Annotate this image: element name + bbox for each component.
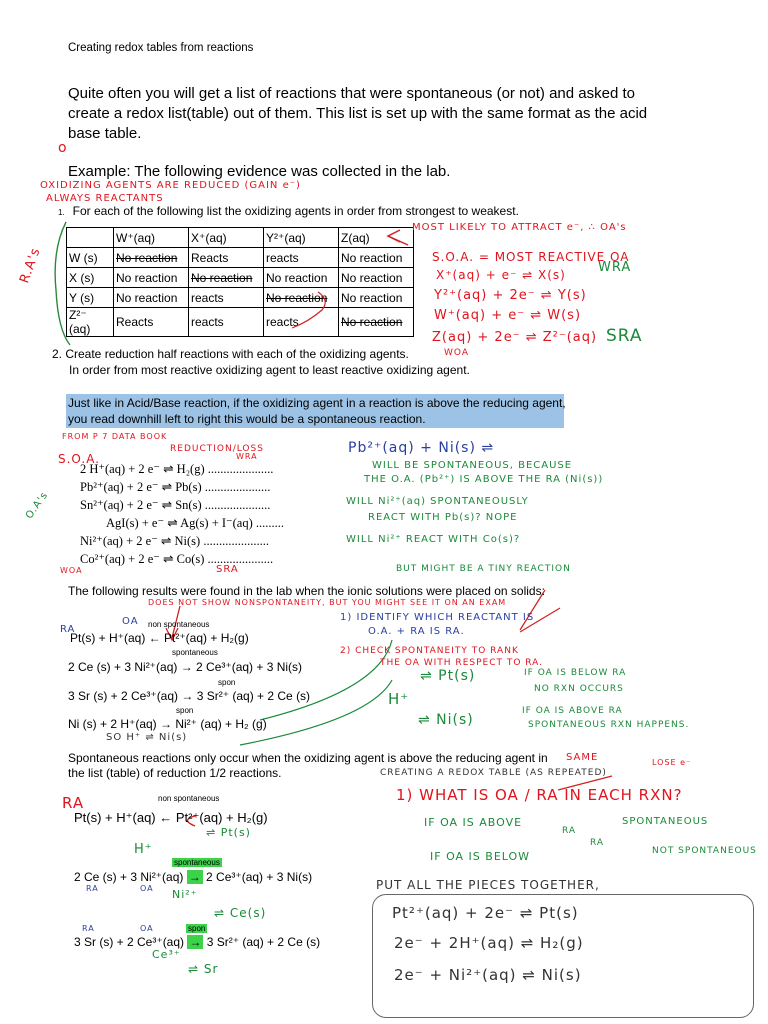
table-cell: No reaction xyxy=(114,268,189,288)
note-ra2: RA xyxy=(86,884,99,893)
table-cell: No reaction xyxy=(339,308,414,337)
note-sra2: SRA xyxy=(216,564,239,575)
note-woa2: WOA xyxy=(60,566,83,575)
table-cell: Reacts xyxy=(189,248,264,268)
note-always-reactants: ALWAYS REACTANTS xyxy=(46,193,164,204)
table-cell: No reaction xyxy=(114,248,189,268)
redox-row: Ni²⁺(aq) + 2 e⁻ ⇌ Ni(s) ..................... xyxy=(80,534,269,548)
highlight-text: Just like in Acid/Base reaction, if the oxidizing agent in a reaction is above the reducing agent, you read downhill left to right this would be a spontaneous reaction. xyxy=(68,396,566,426)
table-cell: No reaction xyxy=(264,288,339,308)
note-check: 2) CHECK SPONTANEITY TO RANK xyxy=(340,646,519,656)
note-ra-left: RA xyxy=(62,794,85,812)
note-creating: CREATING A REDOX TABLE (AS REPEATED) xyxy=(380,768,607,778)
note-ras: R.A's xyxy=(17,245,44,286)
note-does-not: DOES NOT SHOW NONSPONTANEITY, BUT YOU MIGHT SEE IT ON AN EXAM xyxy=(148,598,507,607)
intro-paragraph: Quite often you will get a list of reactions that were spontaneous (or not) and asked to create a redox list(table) out of them. This list is set up with the same format as the acid base table. xyxy=(68,85,648,142)
box-line-3: 2e⁻ + Ni²⁺(aq) ⇌ Ni(s) xyxy=(394,966,582,984)
note-y-eq: Y²⁺(aq) + 2e⁻ ⇌ Y(s) xyxy=(434,288,587,303)
table-cell: X (s) xyxy=(67,268,114,288)
note-soa: S.O.A. = MOST REACTIVE OA xyxy=(432,250,630,264)
note-oa2: OA xyxy=(140,884,154,893)
note-pt-eq: ⇌ Pt(s) xyxy=(420,668,476,684)
note-circle-o: o xyxy=(58,140,68,156)
note-pt-s2: ⇌ Pt(s) xyxy=(206,826,251,839)
reaction-3b-right: 3 Sr²⁺ (aq) + 2 Ce (s) xyxy=(203,935,321,949)
table-cell: No reaction xyxy=(264,268,339,288)
note-ni-eq: ⇌ Ni(s) xyxy=(418,712,474,728)
table-cell: reacts xyxy=(264,248,339,268)
table-cell: reacts xyxy=(189,308,264,337)
note-woa: WOA xyxy=(444,348,469,358)
note-wra2: WRA xyxy=(236,452,258,461)
note-no-rxn: NO RXN OCCURS xyxy=(534,684,624,694)
note-from-p7: FROM P 7 DATA BOOK xyxy=(62,432,168,441)
note-z-eq: Z(aq) + 2e⁻ ⇌ Z²⁻(aq) xyxy=(432,330,598,345)
reaction-label: spontaneous xyxy=(172,648,218,657)
reaction-2b-left: 2 Ce (s) + 3 Ni²⁺(aq) xyxy=(74,870,187,884)
table-cell: Z²⁻ (aq) xyxy=(67,308,114,337)
table-cell: No reaction xyxy=(114,288,189,308)
note-ce-2: ⇌ Ce(s) xyxy=(214,906,267,920)
reaction-2: 2 Ce (s) + 3 Ni²⁺(aq) → 2 Ce³⁺(aq) + 3 Ni(s) xyxy=(68,660,303,674)
reaction-3: 3 Sr (s) + 2 Ce³⁺(aq) → 3 Sr²⁺ (aq) + 2 Ce (s) xyxy=(68,689,311,703)
note-soa2: S.O.A. xyxy=(58,452,101,466)
box-line-1: Pt²⁺(aq) + 2e⁻ ⇌ Pt(s) xyxy=(392,904,579,922)
note-will-co: WILL Ni²⁺ REACT WITH Co(s)? xyxy=(346,534,521,545)
note-h-plus: H⁺ xyxy=(388,690,410,708)
note-spont-rxn: SPONTANEOUS RXN HAPPENS. xyxy=(528,720,690,730)
note-oa: OA xyxy=(122,616,139,627)
note-ra-a: RA xyxy=(562,826,577,836)
note-not-spont: NOT SPONTANEOUS xyxy=(652,846,757,856)
note-oa-ra: O.A. + RA IS RA. xyxy=(368,626,465,637)
note-x-eq: X⁺(aq) + e⁻ ⇌ X(s) xyxy=(436,268,566,282)
reaction-3b xyxy=(74,935,320,949)
redox-row: 2 H⁺(aq) + 2 e⁻ ⇌ H₂(g) ..................... xyxy=(80,462,274,476)
note-ox-agents: OXIDIZING AGENTS ARE REDUCED (GAIN e⁻) xyxy=(40,180,301,191)
note-same: SAME xyxy=(566,752,599,763)
redox-row: Sn²⁺(aq) + 2 e⁻ ⇌ Sn(s) ..................... xyxy=(80,498,271,512)
example-heading: Example: The following evidence was collected in the lab. xyxy=(68,163,451,180)
note-react-pb: REACT WITH Pb(s)? NOPE xyxy=(368,512,518,523)
note-reduction-label: REDUCTION/LOSS xyxy=(170,444,264,454)
table-cell: W (s) xyxy=(67,248,114,268)
reaction-label: non spontaneous xyxy=(158,794,220,803)
note-identify: 1) IDENTIFY WHICH REACTANT IS xyxy=(340,612,535,623)
table-cell: Y (s) xyxy=(67,288,114,308)
note-sra: SRA xyxy=(606,326,643,346)
note-so-h: SO H⁺ ⇌ Ni(s) xyxy=(106,732,188,743)
note-ce3: Ce³⁺ xyxy=(152,948,181,961)
reaction-1: Pt(s) + H⁺(aq) ← Pt²⁺(aq) + H₂(g) xyxy=(70,631,249,645)
reaction-1b: Pt(s) + H⁺(aq) ← Pt²⁺(aq) + H₂(g) xyxy=(74,810,268,825)
reaction-3b-arrow: → xyxy=(189,935,202,949)
reaction-4: Ni (s) + 2 H⁺(aq) → Ni²⁺ (aq) + H₂ (g) xyxy=(68,717,267,731)
lab-intro: The following results were found in the lab when the ionic solutions were placed on solids: xyxy=(68,584,545,598)
table-cell: No reaction xyxy=(339,268,414,288)
table-header-cell: Z(aq) xyxy=(339,228,414,248)
note-pb-ni: Pb²⁺(aq) + Ni(s) ⇌ xyxy=(348,440,495,456)
note-oas: O.A's xyxy=(23,489,51,522)
reaction-2b-right: 2 Ce³⁺(aq) + 3 Ni(s) xyxy=(202,870,313,884)
table-cell: No reaction xyxy=(339,288,414,308)
table-cell: Reacts xyxy=(114,308,189,337)
note-oa3: OA xyxy=(140,924,154,933)
table-cell: No reaction xyxy=(189,268,264,288)
redox-row: Pb²⁺(aq) + 2 e⁻ ⇌ Pb(s) ..................... xyxy=(80,480,271,494)
note-ra-b: RA xyxy=(590,838,605,848)
table-cell: No reaction xyxy=(339,248,414,268)
redox-row: AgI(s) + e⁻ ⇌ Ag(s) + I⁻(aq) ......... xyxy=(106,516,285,530)
note-the-oa: THE O.A. (Pb²⁺) IS ABOVE THE RA (Ni(s)) xyxy=(364,474,604,485)
note-if-below: IF OA IS BELOW RA xyxy=(524,668,627,678)
reaction-3b-left: 3 Sr (s) + 2 Ce³⁺(aq) xyxy=(74,935,188,949)
reaction-2b xyxy=(74,870,312,884)
redox-row: Co²⁺(aq) + 2 e⁻ ⇌ Co(s) ..................... xyxy=(80,552,274,566)
note-q-what: 1) WHAT IS OA / RA IN EACH RXN? xyxy=(396,786,683,804)
box-line-2: 2e⁻ + 2H⁺(aq) ⇌ H₂(g) xyxy=(394,934,584,952)
table-cell: reacts xyxy=(264,308,339,337)
reaction-2b-arrow: → xyxy=(188,870,201,884)
reaction-label: non spontaneous xyxy=(148,620,210,629)
question-1: 1. For each of the following list the oxidizing agents in order from strongest to weakest. xyxy=(58,204,519,218)
note-put-all: PUT ALL THE PIECES TOGETHER, xyxy=(376,878,600,892)
note-but-might: BUT MIGHT BE A TINY REACTION xyxy=(396,564,571,574)
note-will-ni: WILL Ni²⁺(aq) SPONTANEOUSLY xyxy=(346,496,529,507)
reaction-label: spon xyxy=(176,706,194,715)
table-header-cell: Y²⁺(aq) xyxy=(264,228,339,248)
note-most-likely: MOST LIKELY TO ATTRACT e⁻, ∴ OA's xyxy=(412,222,627,233)
note-if2: IF OA IS BELOW xyxy=(430,850,531,863)
reaction-label xyxy=(186,924,207,933)
spontaneous-highlight: spontaneous xyxy=(174,858,220,867)
note-sr-2: ⇌ Sr xyxy=(188,962,219,976)
reaction-label xyxy=(172,858,222,867)
note-will-be: WILL BE SPONTANEOUS, BECAUSE xyxy=(372,460,573,471)
note-lose: LOSE e⁻ xyxy=(652,758,692,767)
note-ni-2: Ni²⁺ xyxy=(172,888,198,901)
page-header: Creating redox tables from reactions xyxy=(68,42,254,54)
note-h-2: H⁺ xyxy=(134,842,153,857)
table-cell: reacts xyxy=(189,288,264,308)
note-spontaneous: SPONTANEOUS xyxy=(622,816,709,827)
spon-highlight: spon xyxy=(188,924,206,933)
note-if-above: IF OA IS ABOVE RA xyxy=(522,706,623,716)
reaction-label: spon xyxy=(218,678,236,687)
table-header-cell: W⁺(aq) xyxy=(114,228,189,248)
table-header-cell: X⁺(aq) xyxy=(189,228,264,248)
question-2-line2: In order from most reactive oxidizing agent to least reactive oxidizing agent. xyxy=(69,363,470,377)
note-if1: IF OA IS ABOVE xyxy=(424,816,523,829)
spont-paragraph: Spontaneous reactions only occur when the oxidizing agent is above the reducing agent in the list (table) of reduction 1/2 reactions. xyxy=(68,751,548,780)
question-2 xyxy=(52,346,470,378)
note-the-oa2: THE OA WITH RESPECT TO RA. xyxy=(380,658,544,668)
note-w-eq: W⁺(aq) + e⁻ ⇌ W(s) xyxy=(434,308,582,323)
note-ra3: RA xyxy=(82,924,95,933)
question-2-line1: 2. Create reduction half reactions with each of the oxidizing agents. xyxy=(52,347,409,361)
note-ra: RA xyxy=(60,624,76,635)
note-wra: WRA xyxy=(598,260,632,275)
